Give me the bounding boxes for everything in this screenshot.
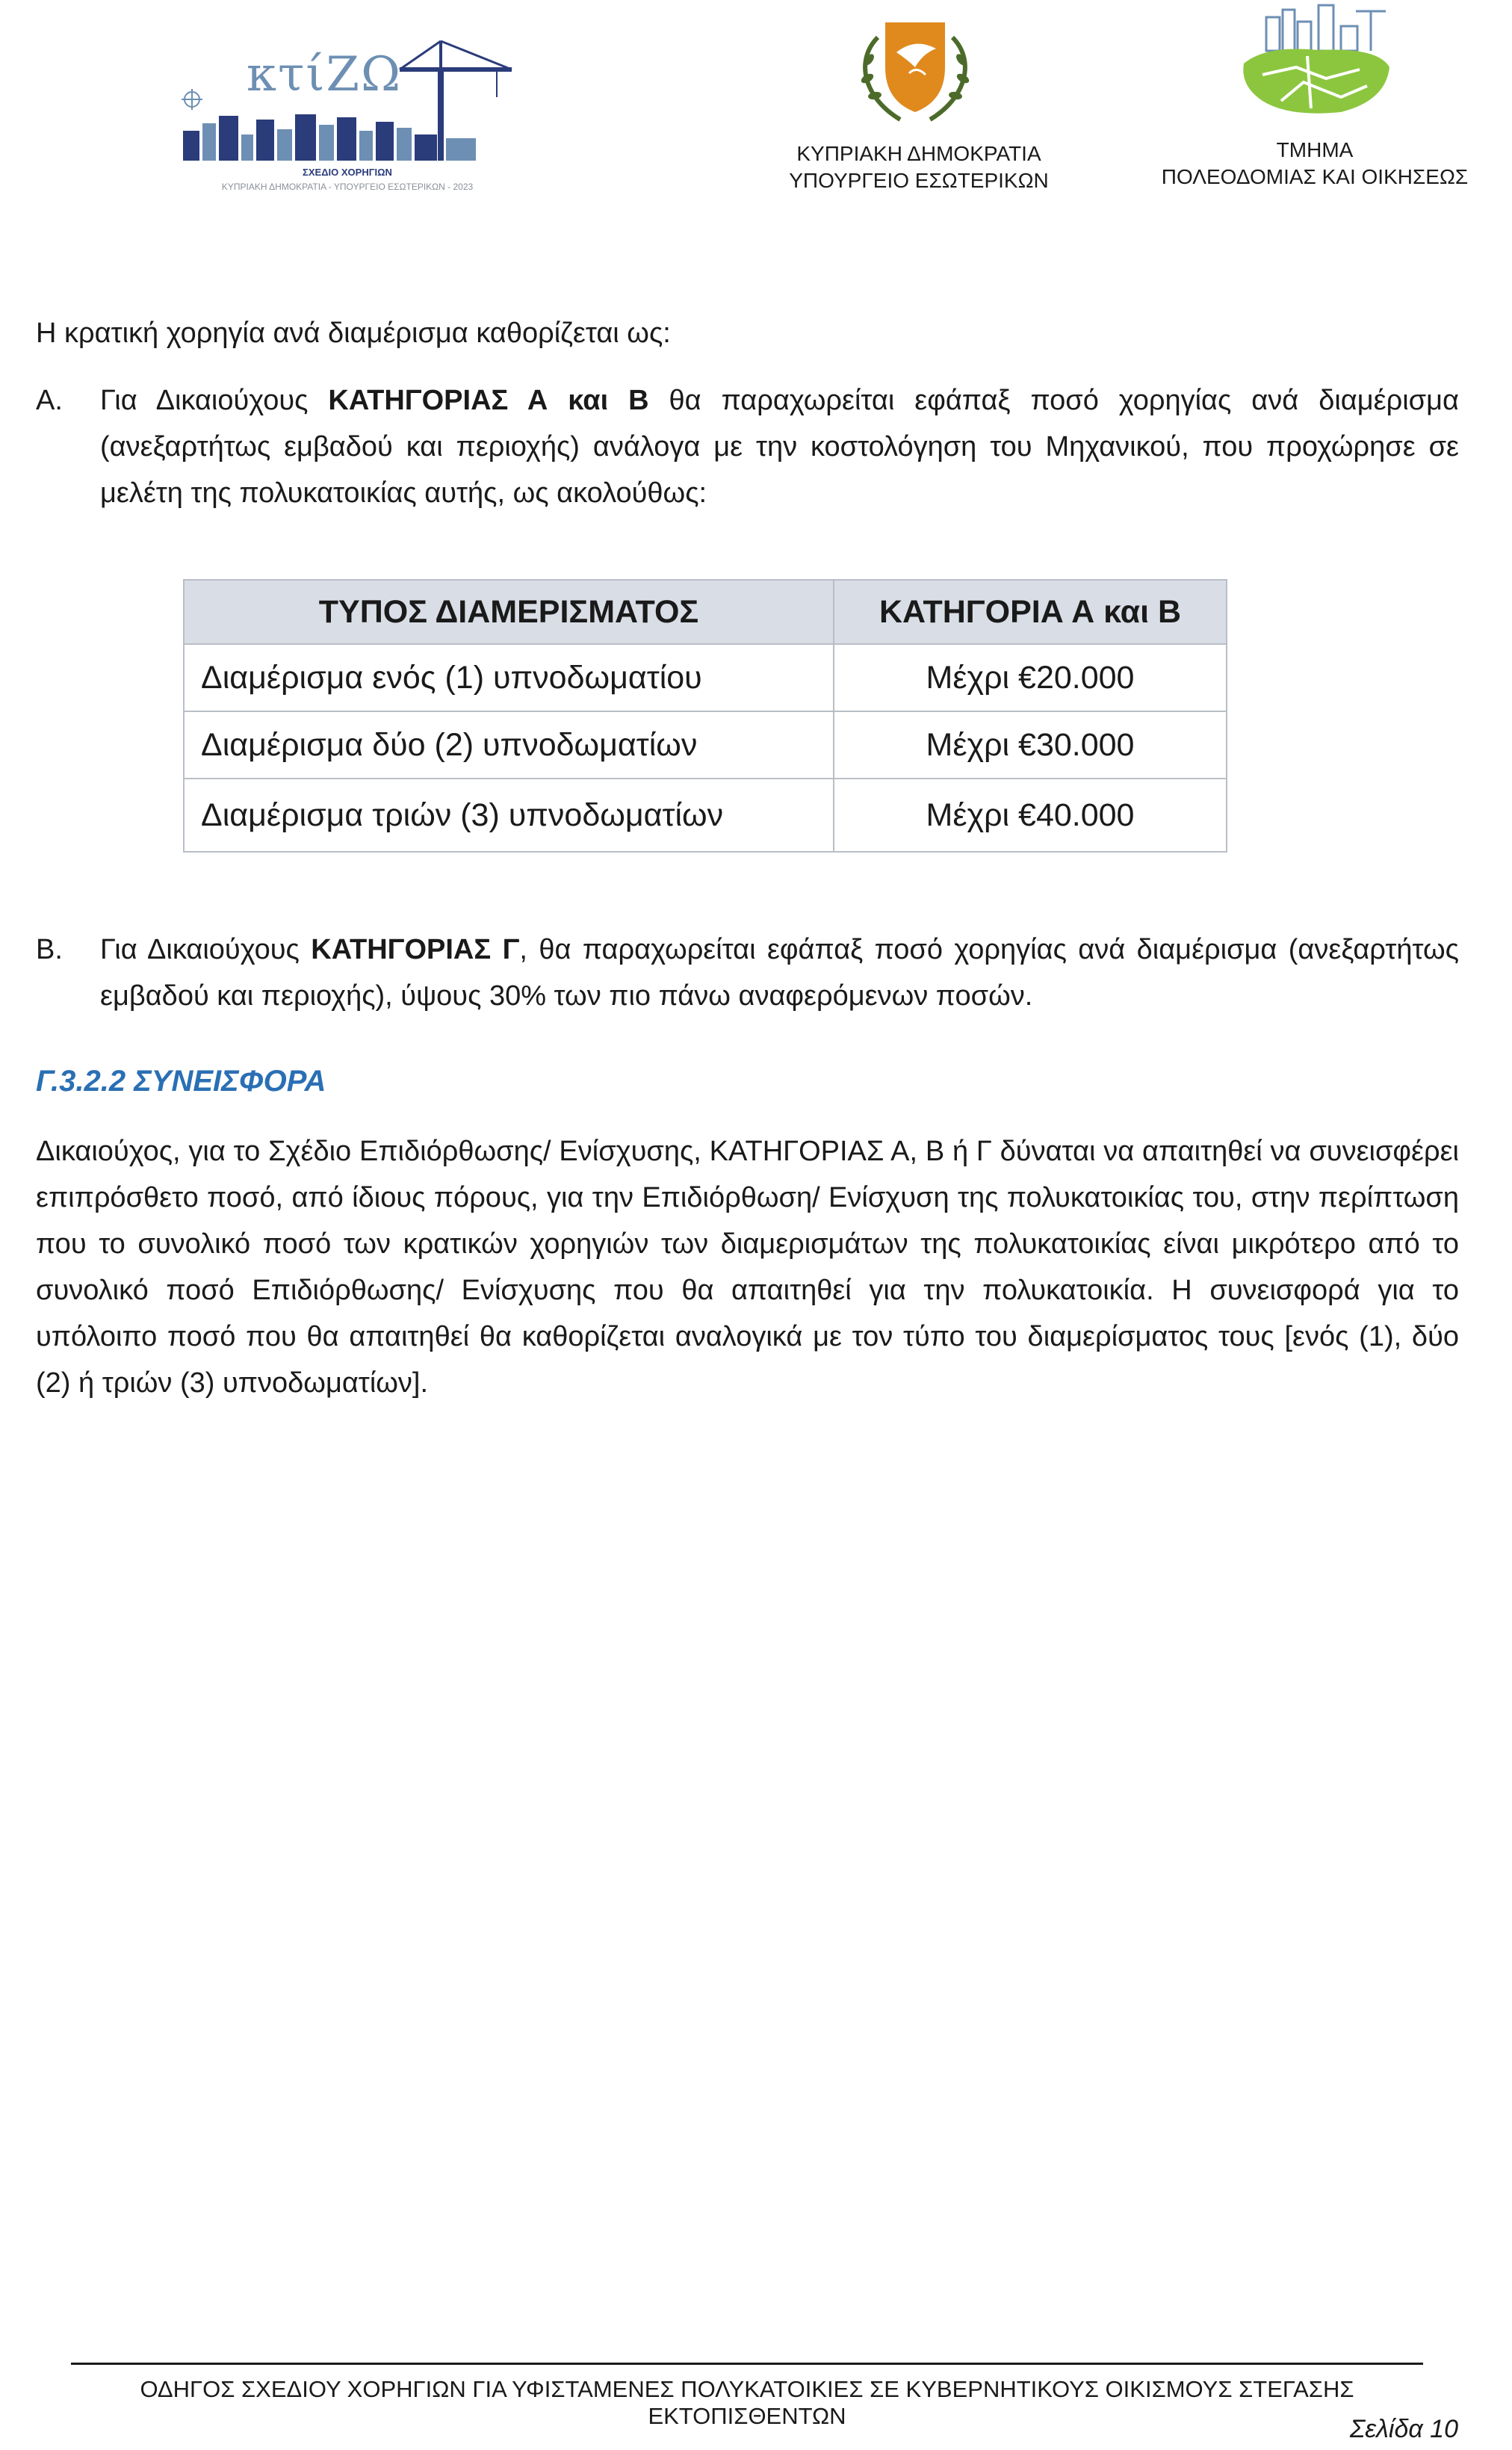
- table-cell-amount: Μέχρι €30.000: [834, 711, 1227, 779]
- page-number: Σελίδα 10: [1349, 2415, 1458, 2443]
- table-header-category: ΚΑΤΗΓΟΡΙΑ Α και Β: [834, 580, 1227, 644]
- paragraph-b-label: Β.: [36, 934, 63, 965]
- paragraph-a-bold: ΚΑΤΗΓΟΡΙΑΣ Α και Β: [328, 385, 649, 416]
- intro-text: Η κρατική χορηγία ανά διαμέρισμα καθορίζεται ως:: [36, 318, 671, 349]
- paragraph-b: [36, 927, 1459, 1024]
- ktizo-wordmark: κτίΖΩ: [247, 47, 403, 102]
- government-line-2: ΥΠΟΥΡΓΕΙΟ ΕΣΩΤΕΡΙΚΩΝ: [789, 169, 1049, 192]
- table-cell-amount: Μέχρι €20.000: [834, 644, 1227, 711]
- table-header-row: [184, 580, 1227, 644]
- paragraph-a-text-end: θα παραχωρείται εφάπαξ ποσό χορηγίας ανά διαμέρισμα (ανεξαρτήτως εμβαδού και περιοχής) ανάλογα με την κοστολόγηση του Μηχανικού, που προχώρησε σε μελέτη της πολυκατοικίας αυτής, ως ακολούθως:: [100, 385, 1459, 509]
- section-heading: Γ.3.2.2 ΣΥΝΕΙΣΦΟΡΑ: [36, 1065, 326, 1098]
- ktizo-subcaption: ΚΥΠΡΙΑΚΗ ΔΗΜΟΚΡΑΤΙΑ - ΥΠΟΥΡΓΕΙΟ ΕΣΩΤΕΡΙΚΩΝ - 2023: [221, 182, 474, 192]
- paragraph-a-label: Α.: [36, 385, 63, 416]
- table-cell-type: Διαμέρισμα ενός (1) υπνοδωματίου: [184, 644, 834, 711]
- ktizo-caption: ΣΧΕΔΙΟ ΧΟΡΗΓΙΩΝ: [303, 167, 392, 178]
- paragraph-b-bold: ΚΑΤΗΓΟΡΙΑΣ Γ: [311, 934, 520, 965]
- contribution-paragraph: Δικαιούχος, για το Σχέδιο Επιδιόρθωσης/ Ενίσχυσης, ΚΑΤΗΓΟΡΙΑΣ Α, Β ή Γ δύναται να απαιτηθεί να συνεισφέρει επιπρόσθετο ποσό, από ίδιους πόρους, για την Επιδιόρθωση/ Ενίσχυση της πολυκατοικίας του, στην περίπτωση που το συνολικό ποσό των κρατικών χορηγιών των διαμερισμάτων της πολυκατοικίας είναι μικρότερο από το συνολικό ποσό Επιδιόρθωσης/ Ενίσχυσης που θα απαιτηθεί για την πολυκατοικία. Η συνεισφορά για το υπόλοιπο ποσό που θα απαιτηθεί θα καθορίζεται αναλογικά με τον τύπο του διαμερίσματος τους [ενός (1), δύο (2) ή τριών (3) υπνοδωματίων].: [36, 1136, 1459, 1399]
- department-line-2: ΠΟΛΕΟΔΟΜΙΑΣ ΚΑΙ ΟΙΚΗΣΕΩΣ: [1161, 165, 1469, 188]
- department-line-1: ΤΜΗΜΑ: [1276, 138, 1354, 161]
- department-logo-icon: [1236, 4, 1397, 123]
- table-row: [184, 711, 1227, 779]
- table-header-apartment-type: ΤΥΠΟΣ ΔΙΑΜΕΡΙΣΜΑΤΟΣ: [184, 580, 834, 644]
- department-name: [1121, 137, 1509, 191]
- ktizo-logo: [176, 11, 519, 202]
- paragraph-b-text-end: , θα παραχωρείται εφάπαξ ποσό χορηγίας ανά διαμέρισμα (ανεξαρτήτως εμβαδού και περιοχής), ύψους 30% των πιο πάνω αναφερόμενων ποσών.: [100, 934, 1459, 1012]
- paragraph-a: [36, 377, 1459, 519]
- government-name: [747, 140, 1091, 194]
- table-row: [184, 779, 1227, 852]
- table-cell-amount: Μέχρι €40.000: [834, 779, 1227, 852]
- table-cell-type: Διαμέρισμα τριών (3) υπνοδωματίων: [184, 779, 834, 852]
- table-cell-type: Διαμέρισμα δύο (2) υπνοδωματίων: [184, 711, 834, 779]
- paragraph-a-text-start: Για Δικαιούχους: [100, 385, 329, 416]
- grant-amount-table: [183, 579, 1227, 853]
- paragraph-b-body: [100, 927, 1459, 1019]
- paragraph-b-text-start: Για Δικαιούχους: [100, 934, 312, 965]
- cyprus-coat-of-arms-icon: [848, 7, 982, 127]
- table-row: [184, 644, 1227, 711]
- footer-divider: [71, 2363, 1423, 2365]
- paragraph-a-body: [100, 377, 1459, 516]
- footer-title: ΟΔΗΓΟΣ ΣΧΕΔΙΟΥ ΧΟΡΗΓΙΩΝ ΓΙΑ ΥΦΙΣΤΑΜΕΝΕΣ ΠΟΛΥΚΑΤΟΙΚΙΕΣ ΣΕ ΚΥΒΕΡΝΗΤΙΚΟΥΣ ΟΙΚΙΣΜΟΥΣ ΣΤΕΓΑΣΗΣ ΕΚΤΟΠΙΣΘΕΝΤΩΝ: [140, 2376, 1354, 2429]
- government-line-1: ΚΥΠΡΙΑΚΗ ΔΗΜΟΚΡΑΤΙΑ: [796, 142, 1041, 165]
